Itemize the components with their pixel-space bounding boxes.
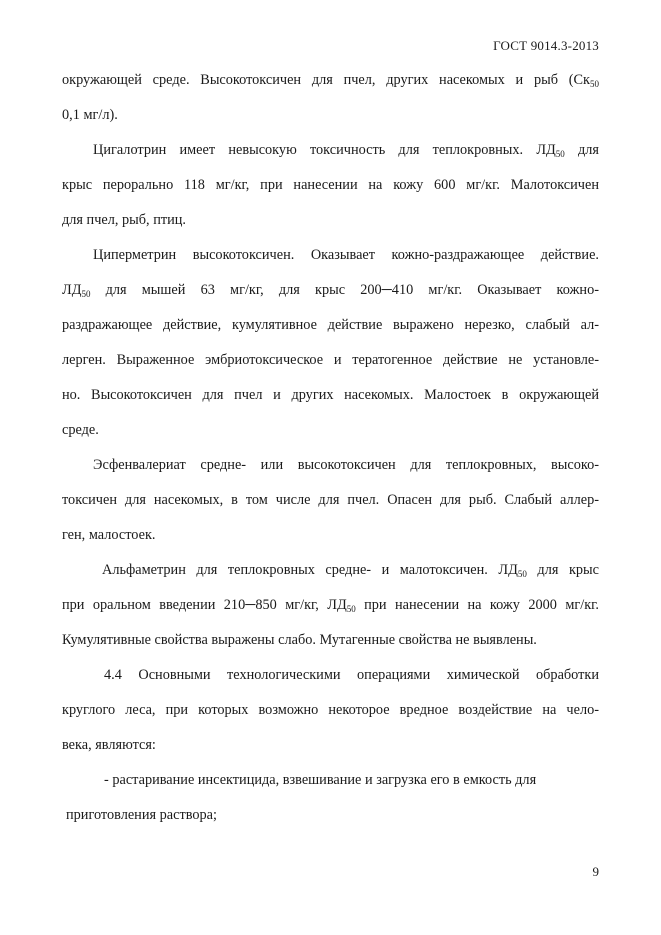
text-line: века, являются:	[62, 737, 156, 753]
text-line: $ЛД_{50}$ для мышей 63 мг/кг, для крыс 200─410 мг/кг. Оказывает кожно-	[62, 282, 599, 299]
text-line: Циперметрин высокотоксичен. Оказывает кожно-раздражающее действие.	[93, 247, 599, 263]
text-line: но. Высокотоксичен для пчел и других насекомых. Малостоек в окружающей	[62, 387, 599, 403]
text-line: крыс перорально 118 мг/кг, при нанесении на кожу 600 мг/кг. Малотоксичен	[62, 177, 599, 193]
page-number: 9	[592, 864, 599, 879]
document-code: ГОСТ 9014.3-2013	[493, 38, 599, 53]
text-line: 0,1 мг/л).	[62, 107, 118, 123]
text-line: окружающей среде. Высокотоксичен для пчел, других насекомых и рыб ($Ск_{50}$	[62, 72, 599, 89]
body-text	[62, 63, 599, 833]
text-line: круглого леса, при которых возможно некоторое вредное воздействие на чело-	[62, 702, 599, 718]
list-item: - растаривание инсектицида, взвешивание и загрузка его в емкость для	[104, 772, 537, 788]
text-line: токсичен для насекомых, в том числе для пчел. Опасен для рыб. Слабый аллер-	[62, 492, 599, 508]
text-line: Кумулятивные свойства выражены слабо. Мутагенные свойства не выявлены.	[62, 632, 537, 648]
text-line: приготовления раствора;	[66, 807, 217, 823]
text-line: раздражающее действие, кумулятивное действие выражено нерезко, слабый ал-	[62, 317, 599, 333]
text-line: для пчел, рыб, птиц.	[62, 212, 186, 228]
text-line: при оральном введении 210─850 мг/кг, $ЛД_{50}$ при нанесении на кожу 2000 мг/кг.	[62, 597, 599, 614]
text-line: 4.4 Основными технологическими операциями химической обработки	[104, 667, 599, 683]
text-line: среде.	[62, 422, 99, 438]
text-line: Альфаметрин для теплокровных средне- и малотоксичен. $ЛД_{50}$ для крыс	[102, 562, 599, 579]
text-line: лерген. Выраженное эмбриотоксическое и тератогенное действие не установле-	[62, 352, 599, 368]
text-line: Эсфенвалериат средне- или высокотоксичен для теплокровных, высоко-	[93, 457, 599, 473]
text-line: Цигалотрин имеет невысокую токсичность для теплокровных. $ЛД_{50}$ для	[93, 142, 599, 159]
text-line: ген, малостоек.	[62, 527, 156, 543]
